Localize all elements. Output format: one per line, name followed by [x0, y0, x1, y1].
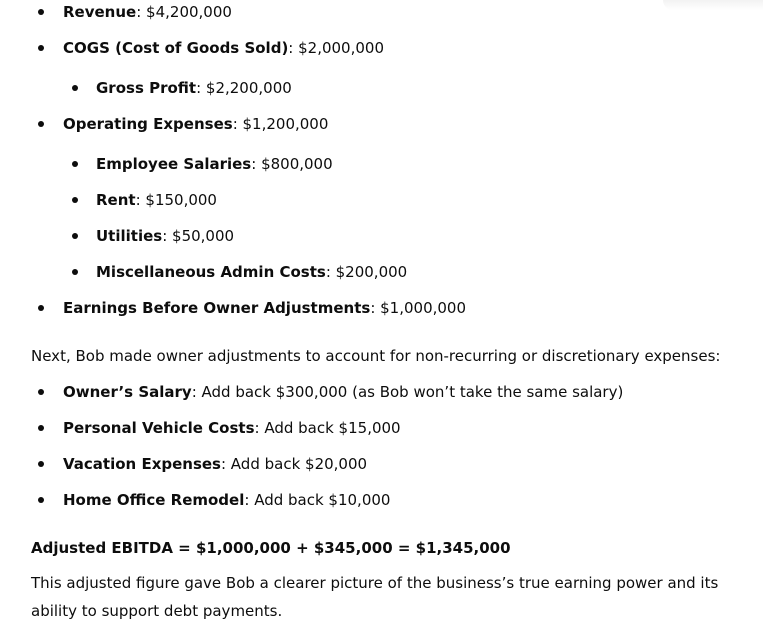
list-item-employee-salaries	[96, 154, 333, 174]
item-label: Owner’s Salary	[63, 383, 192, 401]
list-item-cogs	[63, 38, 384, 58]
list-item-earnings-before-adjustments	[63, 298, 466, 318]
list-item-personal-vehicle-costs	[63, 418, 401, 438]
item-label: Gross Profit	[96, 79, 197, 97]
item-label: Miscellaneous Admin Costs	[96, 263, 326, 281]
closing-paragraph: This adjusted figure gave Bob a clearer picture of the business’s true earning power and its ability to support debt payments.	[31, 574, 719, 620]
item-value: : $150,000	[135, 191, 217, 209]
item-value: : $50,000	[162, 227, 235, 245]
item-value: : Add back $10,000	[244, 491, 391, 509]
item-value: : $2,200,000	[196, 79, 292, 97]
item-label: Rent	[96, 191, 136, 209]
bullet	[38, 305, 44, 311]
bullet	[38, 425, 44, 431]
item-label: Vacation Expenses	[63, 455, 221, 473]
list-item-owner-salary	[63, 382, 623, 402]
adjusted-ebitda-formula: Adjusted EBITDA = $1,000,000 + $345,000 = $1,345,000	[31, 539, 511, 557]
list-item-revenue	[63, 2, 232, 22]
intro-paragraph: Next, Bob made owner adjustments to account for non-recurring or discretionary expenses:	[31, 347, 721, 365]
item-value: : $4,200,000	[136, 3, 232, 21]
item-label: Utilities	[96, 227, 163, 245]
item-value: : $1,000,000	[370, 299, 467, 317]
list-item-gross-profit	[96, 78, 292, 98]
item-value: : Add back $15,000	[254, 419, 401, 437]
bullet	[72, 85, 78, 91]
bullet	[38, 9, 44, 15]
item-label: Personal Vehicle Costs	[63, 419, 255, 437]
bullet	[72, 161, 78, 167]
list-item-utilities	[96, 226, 234, 246]
item-label: Earnings Before Owner Adjustments	[63, 299, 371, 317]
list-item-misc-admin-costs	[96, 262, 407, 282]
item-label: Revenue	[63, 3, 137, 21]
item-value: : $1,200,000	[232, 115, 329, 133]
item-value: : Add back $20,000	[220, 455, 368, 473]
bullet	[72, 233, 78, 239]
list-item-home-office-remodel	[63, 490, 390, 510]
item-value: : Add back $300,000 (as Bob won’t take the same salary)	[191, 383, 624, 401]
bullet	[72, 269, 78, 275]
list-item-rent	[96, 190, 217, 210]
item-value: : $200,000	[325, 263, 408, 281]
bullet	[38, 121, 44, 127]
item-value: : $2,000,000	[288, 39, 385, 57]
bullet	[38, 45, 44, 51]
bullet	[38, 461, 44, 467]
item-label: Employee Salaries	[96, 155, 252, 173]
list-item-vacation-expenses	[63, 454, 367, 474]
panel-corner-shadow	[663, 0, 763, 10]
bullet	[72, 197, 78, 203]
item-label: Operating Expenses	[63, 115, 233, 133]
item-label: Home Office Remodel	[63, 491, 245, 509]
list-item-operating-expenses	[63, 114, 328, 134]
item-value: : $800,000	[251, 155, 333, 173]
bullet	[38, 497, 44, 503]
bullet	[38, 389, 44, 395]
item-label: COGS (Cost of Goods Sold)	[63, 39, 289, 57]
